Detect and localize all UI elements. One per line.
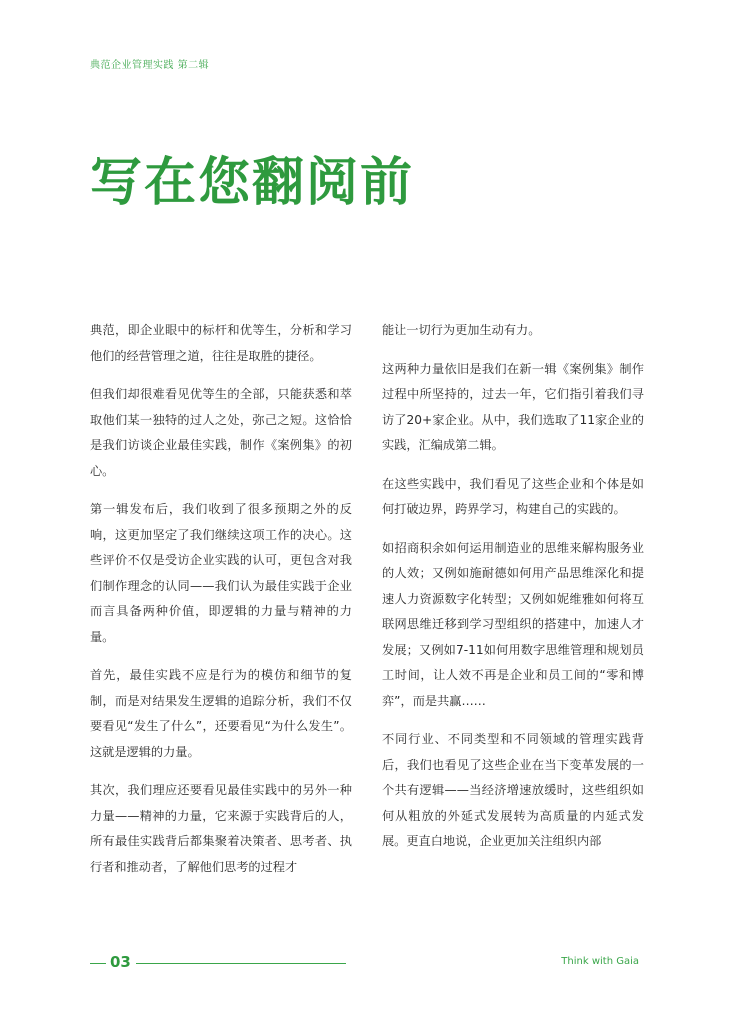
paragraph: 其次，我们理应还要看见最佳实践中的另外一种力量——精神的力量，它来源于实践背后的人，所有最佳实践背后都集聚着决策者、思考者、执行者和推动者，了解他们思考的过程才 — [90, 783, 352, 874]
paragraph: 典范，即企业眼中的标杆和优等生，分析和学习他们的经营管理之道，往往是取胜的捷径。 — [90, 323, 352, 363]
paragraph: 这两种力量依旧是我们在新一辑《案例集》制作过程中所坚持的，过去一年，它们指引着我们寻访了20+家企业。从中，我们选取了11家企业的实践，汇编成第二辑。 — [382, 361, 644, 452]
paragraph: 不同行业、不同类型和不同领域的管理实践背后，我们也看见了这些企业在当下变革发展的一个共有逻辑——当经济增速放缓时，这些组织如何从粗放的外延式发展转为高质量的内延式发展。更直白地说，企业更加关注组织内部 — [382, 732, 644, 848]
footer-rule-long — [136, 963, 346, 964]
right-column — [382, 318, 644, 868]
page-number: 03 — [110, 953, 131, 971]
paragraph: 但我们却很难看见优等生的全部，只能获悉和萃取他们某一独特的过人之处，弥己之短。这恰恰是我们访谈企业最佳实践，制作《案例集》的初心。 — [90, 387, 352, 478]
paragraph: 在这些实践中，我们看见了这些企业和个体是如何打破边界，跨界学习，构建自己的实践的。 — [382, 476, 644, 516]
paragraph: 首先，最佳实践不应是行为的模仿和细节的复制，而是对结果发生逻辑的追踪分析，我们不仅要看见“发生了什么”，还要看见“为什么发生”。这就是逻辑的力量。 — [90, 668, 352, 759]
paragraph: 如招商积余如何运用制造业的思维来解构服务业的人效；又例如施耐德如何用产品思维深化和提速人力资源数字化转型；又例如妮维雅如何将互联网思维迁移到学习型组织的搭建中，加速人才发展；又例如7-11如何用数字思维管理和规划员工时间，让人效不再是企业和员工间的“零和博弈”，而是共赢…… — [382, 540, 644, 708]
page-title: 写在您翻阅前 — [90, 153, 415, 213]
paragraph: 第一辑发布后，我们收到了很多预期之外的反响，这更加坚定了我们继续这项工作的决心。这些评价不仅是受访企业实践的认可，更包含对我们制作理念的认同——我们认为最佳实践于企业而言具备两种价值，即逻辑的力量与精神的力量。 — [90, 502, 352, 644]
footer-rule-short — [90, 963, 106, 964]
paragraph: 能让一切行为更加生动有力。 — [382, 323, 541, 337]
footer-brand: Think with Gaia — [561, 956, 639, 967]
left-column — [90, 318, 352, 893]
running-header: 典范企业管理实践 第二辑 — [90, 60, 210, 71]
